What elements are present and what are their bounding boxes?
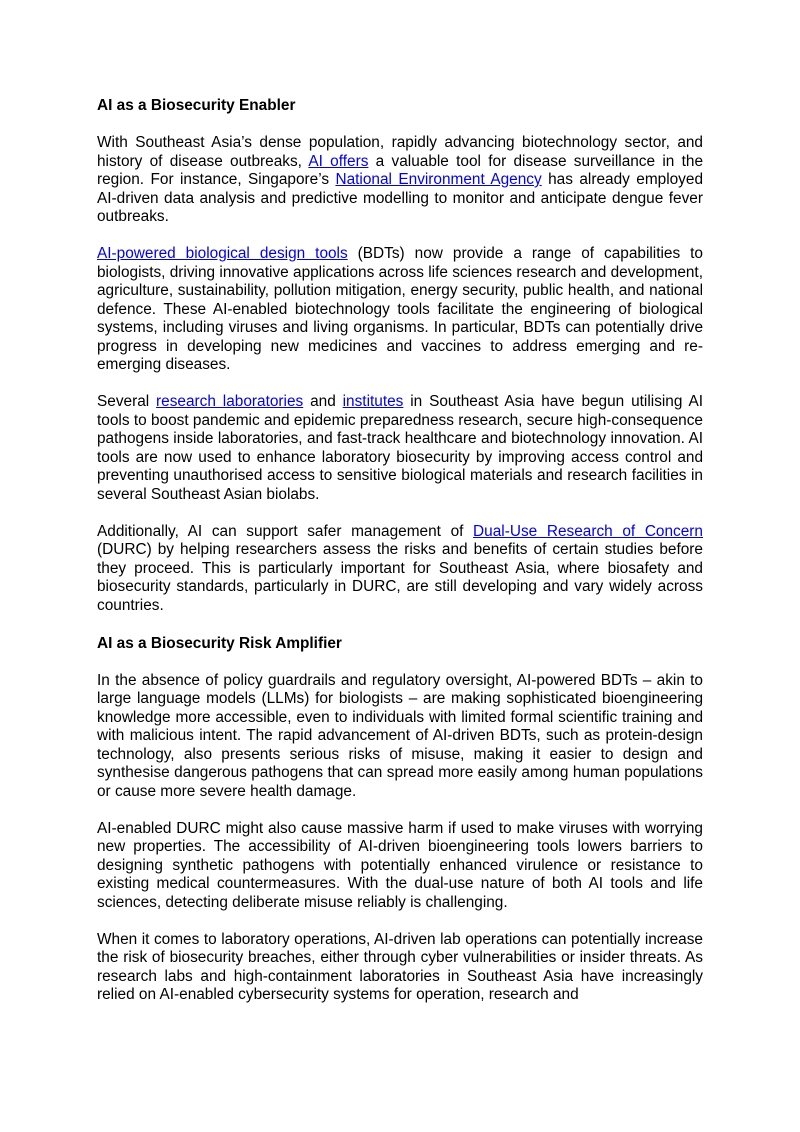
paragraph-text: With Southeast Asia’s dense population, rapidly advancing biotechnology sector, and history of disease outbreaks, — [97, 134, 703, 170]
paragraph-durc — [97, 523, 703, 616]
paragraph-text: in Southeast Asia have begun utilising AI tools to boost pandemic and epidemic preparedness research, secure high-consequence pathogens inside laboratories, and fast-track healthcare and biotechnology innovation. AI tools are now used to enhance laboratory biosecurity by improving access control and preventing unauthorised access to sensitive biological materials and research facilities in several Southeast Asian biolabs. — [97, 393, 703, 503]
link-ai-powered-bdts[interactable]: AI-powered biological design tools — [97, 245, 348, 262]
paragraph-surveillance — [97, 134, 703, 227]
link-institutes[interactable]: institutes — [342, 393, 404, 410]
paragraph-ai-enabled-durc — [97, 820, 703, 913]
paragraph-text: has already employed AI-driven data analysis and predictive modelling to monitor and anticipate dengue fever outbreaks. — [97, 171, 703, 225]
link-dual-use-research[interactable]: Dual-Use Research of Concern — [473, 522, 703, 540]
paragraph-text: Additionally, AI can support safer management of — [97, 522, 474, 540]
paragraph-lab-operations — [97, 931, 703, 1005]
paragraph-bdts — [97, 245, 703, 375]
paragraph-text: (BDTs) now provide a range of capabilities to biologists, driving innovative applications across life sciences research and development, agriculture, sustainability, pollution mitigation, energy security, public health, and national defence. These AI-enabled biotechnology tools facilitate the engineering of biological systems, including viruses and living organisms. In particular, BDTs can potentially drive progress in developing new medicines and vaccines to address emerging and re-emerging diseases. — [97, 245, 703, 373]
section-heading-enabler: AI as a Biosecurity Enabler — [97, 97, 296, 114]
paragraph-text: When it comes to laboratory operations, AI-driven lab operations can potentially increase the risk of biosecurity breaches, either through cyber vulnerabilities or insider threats. As research labs and high-containment laboratories in Southeast Asia have increasingly relied on AI-enabled cybersecurity systems for operation, research and — [97, 930, 703, 1003]
document-page — [97, 96, 703, 1023]
paragraph-text: AI-enabled DURC might also cause massive harm if used to make viruses with worrying new properties. The accessibility of AI-driven bioengineering tools lowers barriers to designing synthetic pathogens with potentially enhanced virulence or resistance to existing medical countermeasures. With the dual-use nature of both AI tools and life sciences, detecting deliberate misuse reliably is challenging. — [97, 819, 703, 911]
paragraph-text: In the absence of policy guardrails and regulatory oversight, AI-powered BDTs – akin to large language models (LLMs) for biologists – are making sophisticated bioengineering knowledge more accessible, even to individuals with limited formal scientific training and with malicious intent. The rapid advancement of AI-driven BDTs, such as protein-design technology, also presents serious risks of misuse, making it easier to design and synthesise dangerous pathogens that can spread more easily among human populations or cause more severe health damage. — [97, 671, 703, 800]
paragraph-text: and — [303, 393, 343, 410]
link-national-environment-agency[interactable]: National Environment Agency — [335, 171, 542, 188]
paragraph-policy-guardrails — [97, 672, 703, 802]
paragraph-text: a valuable tool for disease surveillance in the region. For instance, Singapore’s — [97, 152, 703, 188]
section-heading-amplifier: AI as a Biosecurity Risk Amplifier — [97, 634, 342, 652]
paragraph-text: (DURC) by helping researchers assess the risks and benefits of certain studies before they proceed. This is particularly important for Southeast Asia, where biosafety and biosecurity standards, particularly in DURC, are still developing and vary widely across countries. — [97, 541, 703, 614]
link-research-laboratories[interactable]: research laboratories — [156, 393, 304, 410]
link-ai-offers[interactable]: AI offers — [308, 152, 369, 170]
paragraph-research-labs — [97, 393, 703, 504]
paragraph-text: Several — [97, 393, 157, 410]
